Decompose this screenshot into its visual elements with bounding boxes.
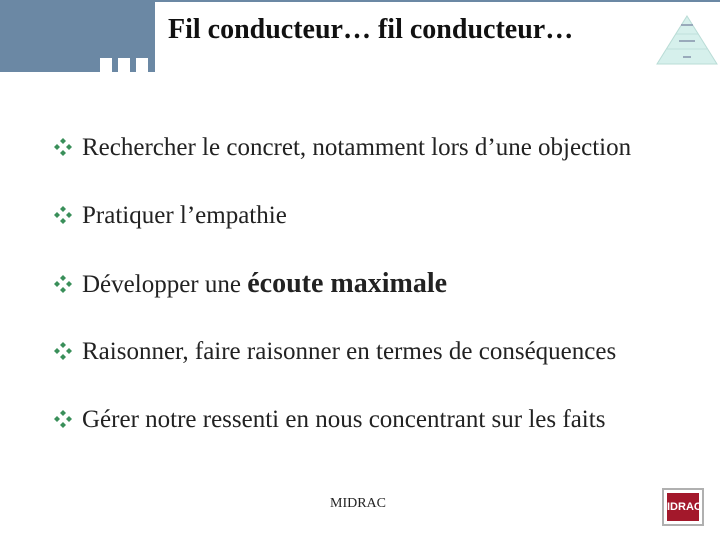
bullet-item <box>54 266 631 334</box>
bullet-text: Développer une <box>82 271 248 298</box>
idrac-logo <box>662 488 704 526</box>
bullet-text: Gérer notre ressenti en nous concentrant sur les faits <box>82 406 606 433</box>
bullet-item <box>54 198 631 266</box>
bullet-text: Raisonner, faire raisonner en termes de conséquences <box>82 338 617 365</box>
bullet-item <box>54 334 631 402</box>
bullet-text: Rechercher le concret, notamment lors d’une objection <box>82 134 632 161</box>
diamond-bullet-icon <box>54 275 72 293</box>
footer-text: MIDRAC <box>330 496 387 511</box>
diamond-bullet-icon <box>54 206 72 224</box>
header-rule <box>155 0 720 2</box>
diamond-bullet-icon <box>54 138 72 156</box>
logo-text: IDRAC <box>667 493 699 521</box>
bullet-item <box>54 130 631 198</box>
bullet-emphasis: écoute maximale <box>247 268 448 299</box>
diamond-bullet-icon <box>54 342 72 360</box>
bullet-item <box>54 402 631 470</box>
header-bar <box>0 0 155 72</box>
pyramid-icon <box>655 14 719 66</box>
diamond-bullet-icon <box>54 410 72 428</box>
slide-title: Fil conducteur… fil conducteur… <box>168 14 574 45</box>
bullet-text: Pratiquer l’empathie <box>82 202 287 229</box>
bullet-list <box>54 130 631 470</box>
